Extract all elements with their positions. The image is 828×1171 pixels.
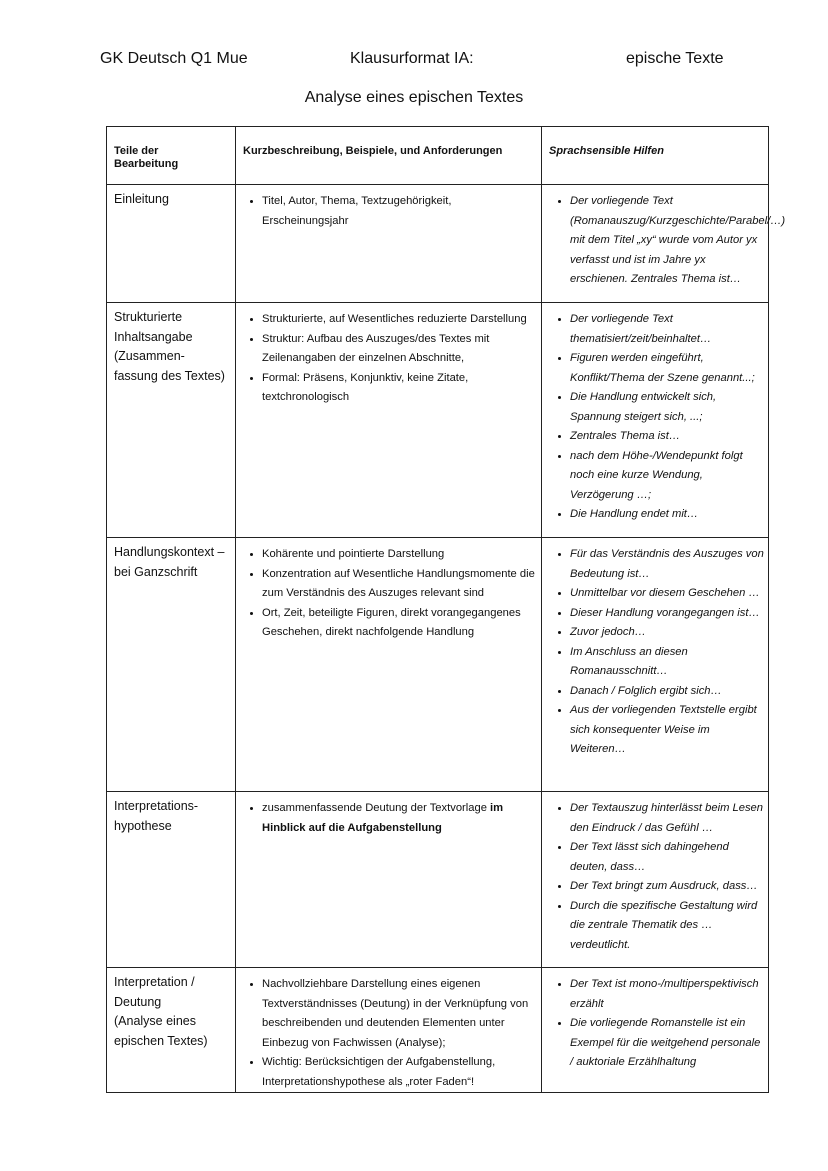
list-item: • Figuren werden eingeführt, Konflikt/Thema der Szene genannt...;	[570, 349, 766, 388]
list-item: • Der Text ist mono-/multiperspektivisch erzählt	[570, 975, 766, 1014]
list-item: • Nachvollziehbare Darstellung eines eigenen Textverständnisses (Deutung) in der Verknüpfung von beschreibenden und deutenden Elementen unter Einbezug von Fachwissen (Analyse);	[262, 975, 539, 1053]
table-row	[107, 185, 769, 303]
list-item: • Struktur: Aufbau des Auszuges/des Textes mit Zeilenangaben der einzelnen Abschnitte,	[262, 330, 539, 369]
row-part-line: fassung des Textes)	[114, 368, 225, 383]
list-item: • Der Text lässt sich dahingehend deuten, dass…	[570, 838, 766, 877]
row-language-aids	[542, 538, 769, 792]
list-item: • Die Handlung entwickelt sich, Spannung steigert sich, ...;	[570, 388, 766, 427]
list-item: • nach dem Höhe-/Wendepunkt folgt noch eine kurze Wendung, Verzögerung …;	[570, 447, 766, 506]
list-item: • Ort, Zeit, beteiligte Figuren, direkt vorangegangenes Geschehen, direkt nachfolgende Handlung	[262, 604, 539, 643]
row-language-aids	[542, 968, 769, 1093]
list-item-text: zusammenfassende Deutung der Textvorlage	[262, 802, 491, 814]
table-row	[107, 792, 769, 968]
list-item: • Kohärente und pointierte Darstellung	[262, 545, 539, 565]
row-description	[236, 185, 542, 303]
list-item: • Zentrales Thema ist…	[570, 427, 766, 447]
row-part-line: bei Ganzschrift	[114, 564, 198, 579]
table-header-row	[107, 127, 769, 185]
row-description	[236, 538, 542, 792]
row-description	[236, 303, 542, 538]
list-item: • Für das Verständnis des Auszuges von Bedeutung ist…	[570, 545, 766, 584]
row-part	[107, 185, 236, 303]
row-description	[236, 792, 542, 968]
column-header-description: Kurzbeschreibung, Beispiele, und Anforderungen	[236, 127, 542, 185]
list-item: • Unmittelbar vor diesem Geschehen …	[570, 584, 766, 604]
row-part-line: Inhaltsangabe	[114, 329, 193, 344]
row-description	[236, 968, 542, 1093]
row-part	[107, 538, 236, 792]
column-header-parts-line: Teile der	[114, 145, 159, 157]
row-part	[107, 303, 236, 538]
list-item: • Strukturierte, auf Wesentliches reduzierte Darstellung	[262, 310, 539, 330]
list-item: • Der Text bringt zum Ausdruck, dass…	[570, 877, 766, 897]
list-item: • Durch die spezifische Gestaltung wird die zentrale Thematik des … verdeutlicht.	[570, 897, 766, 956]
row-language-aids	[542, 185, 786, 303]
row-part-line: (Zusammen-	[114, 349, 185, 363]
row-language-aids	[542, 792, 769, 968]
page-title: Analyse eines epischen Textes	[304, 89, 524, 106]
table-row	[107, 538, 769, 792]
list-item: • Dieser Handlung vorangegangen ist…	[570, 604, 766, 624]
list-item: • Danach / Folglich ergibt sich…	[570, 682, 766, 702]
list-item: • Im Anschluss an diesen Romanausschnitt…	[570, 643, 766, 682]
list-item: • Wichtig: Berücksichtigen der Aufgabenstellung, Interpretationshypothese als „roter Faden“!	[262, 1053, 539, 1092]
row-part-line: Interpretation /	[114, 975, 195, 989]
column-header-language-aids: Sprachsensible Hilfen	[542, 127, 769, 185]
row-language-aids	[542, 303, 769, 538]
row-part-line: hypothese	[114, 818, 172, 833]
row-part	[107, 792, 236, 968]
list-item: • Der vorliegende Text (Romanauszug/Kurzgeschichte/Parabel/…) mit dem Titel „xy“ wurde vom Autor yx verfasst und ist im Jahre yx erschienen. Zentrales Thema ist…	[570, 192, 766, 290]
list-item: • Aus der vorliegenden Textstelle ergibt sich konsequenter Weise im Weiteren…	[570, 701, 766, 760]
row-part-line: Deutung	[114, 994, 162, 1009]
column-header-parts-line: Bearbeitung	[114, 158, 179, 170]
list-item: • Titel, Autor, Thema, Textzugehörigkeit, Erscheinungsjahr	[262, 192, 539, 231]
list-item	[262, 799, 539, 838]
list-item: • Der Textauszug hinterlässt beim Lesen den Eindruck / das Gefühl …	[570, 799, 766, 838]
list-item: • Konzentration auf Wesentliche Handlungsmomente die zum Verständnis des Auszuges relevant sind	[262, 565, 539, 604]
header-format: Klausurformat IA:	[350, 50, 474, 67]
list-item: • Die vorliegende Romanstelle ist ein Exempel für die weitgehend personale / auktoriale Erzählhaltung	[570, 1014, 766, 1073]
header-text-type: epische Texte	[626, 50, 724, 67]
row-part-line: Einleitung	[114, 192, 169, 206]
row-part-line: Strukturierte	[114, 310, 183, 324]
list-item-emphasis: im Hinblick auf die Aufgabenstellung	[262, 802, 504, 834]
table-row	[107, 968, 769, 1093]
row-part-line: (Analyse eines	[114, 1014, 196, 1028]
row-part-line: Handlungskontext –	[114, 545, 225, 559]
list-item: • Formal: Präsens, Konjunktiv, keine Zitate, textchronologisch	[262, 369, 539, 408]
list-item: • Die Handlung endet mit…	[570, 505, 766, 525]
row-part-line: Interpretations-	[114, 799, 199, 813]
row-part	[107, 968, 236, 1093]
list-item: • Der vorliegende Text thematisiert/zeit/beinhaltet…	[570, 310, 766, 349]
analysis-table	[106, 126, 786, 1093]
column-header-parts	[107, 127, 236, 185]
table-row	[107, 303, 769, 538]
list-item: • Zuvor jedoch…	[570, 623, 766, 643]
row-part-line: epischen Textes)	[114, 1033, 208, 1048]
header-course: GK Deutsch Q1 Mue	[100, 50, 248, 67]
